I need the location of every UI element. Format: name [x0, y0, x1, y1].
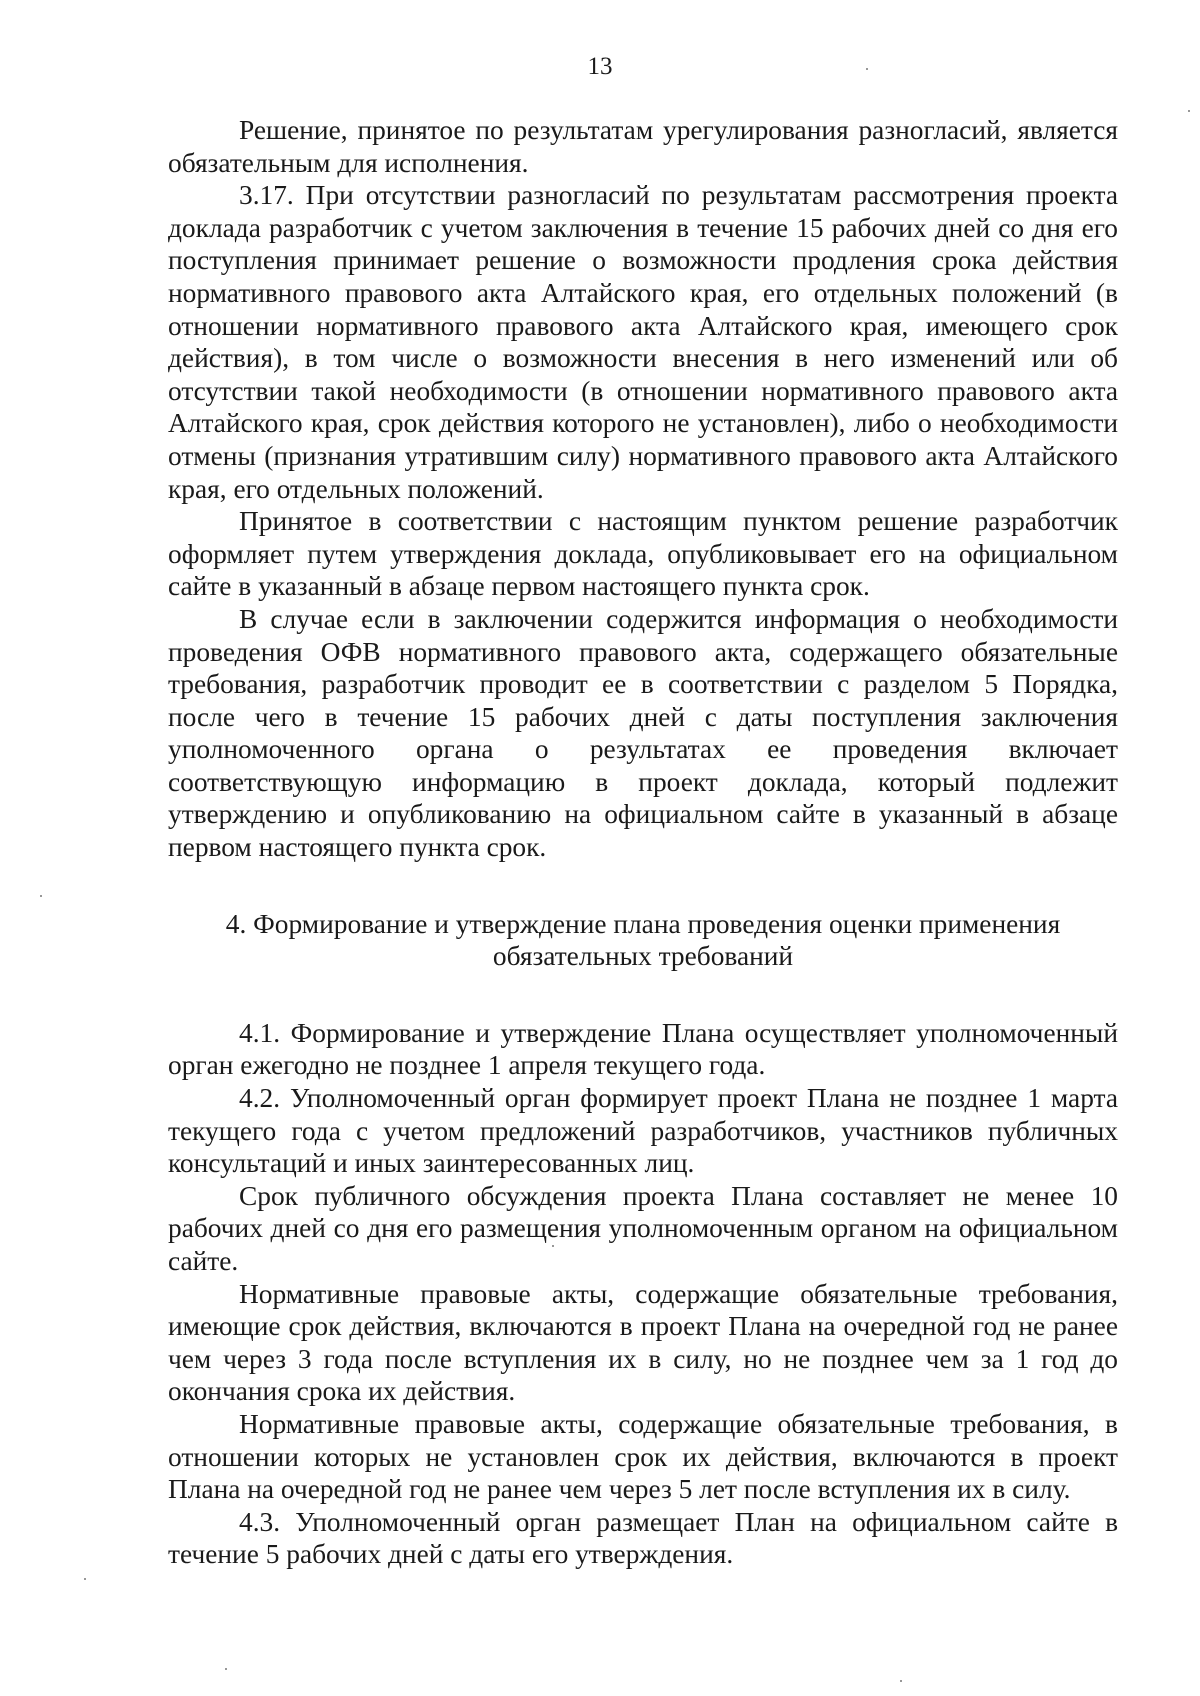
paragraph: Срок публичного обсуждения проекта Плана составляет не менее 10 рабочих дней со дня его размещения уполномоченным органом на официальном сайте. — [168, 1180, 1118, 1276]
scan-speck — [40, 895, 42, 897]
paragraph: Нормативные правовые акты, содержащие обязательные требования, в отношении которых не установлен срок их действия, включаются в проект Плана на очередной год не ранее чем через 5 лет после вступления их в силу. — [168, 1408, 1118, 1505]
paragraph: В случае если в заключении содержится информация о необходимости проведения ОФВ нормативного правового акта, содержащего обязательные требования, разработчик проводит ее в соответствии с разделом 5 Порядка, после чего в течение 15 рабочих дней с даты поступления заключения уполномоченного органа о результатах ее проведения включает соответствующую информацию в проект доклада, который подлежит утверждению и опубликованию на официальном сайте в указанный в абзаце первом настоящего пункта срок. — [168, 603, 1118, 863]
page-number: 13 — [587, 53, 613, 80]
paragraph-4-1: 4.1. Формирование и утверждение Плана осуществляет уполномоченный орган ежегодно не позднее 1 апреля текущего года. — [168, 1017, 1118, 1081]
scan-speck — [84, 1578, 86, 1580]
scan-speck — [900, 1680, 902, 1682]
paragraph: Нормативные правовые акты, содержащие обязательные требования, имеющие срок действия, включаются в проект Плана на очередной год не ранее чем через 3 года после вступления их в силу, но не позднее чем за 1 год до окончания срока их действия. — [168, 1278, 1118, 1407]
scan-speck — [225, 1668, 227, 1670]
document-body — [168, 114, 1118, 1571]
scan-speck — [1188, 110, 1190, 112]
paragraph: Решение, принятое по результатам урегулирования разногласий, является обязательным для исполнения. — [168, 115, 1118, 178]
paragraph: Принятое в соответствии с настоящим пунктом решение разработчик оформляет путем утверждения доклада, опубликовывает его на официальном сайте в указанный в абзаце первом настоящего пункта срок. — [168, 506, 1118, 602]
scan-speck — [552, 1245, 554, 1247]
paragraph-3-17: 3.17. При отсутствии разногласий по результатам рассмотрения проекта доклада разработчик с учетом заключения в течение 15 рабочих дней со дня его поступления принимает решение о возможности продления срока действия нормативного правового акта Алтайского края, его отдельных положений (в отношении нормативного правового акта Алтайского края, имеющего срок действия), в том числе о возможности внесения в него изменений или об отсутствии такой необходимости (в отношении нормативного правового акта Алтайского края, срок действия которого не установлен), либо о необходимости отмены (признания утратившим силу) нормативного правового акта Алтайского края, его отдельных положений. — [168, 180, 1118, 504]
paragraph-4-2: 4.2. Уполномоченный орган формирует проект Плана не позднее 1 марта текущего года с учетом предложений разработчиков, участников публичных консультаций и иных заинтересованных лиц. — [168, 1083, 1118, 1179]
section-heading: 4. Формирование и утверждение плана проведения оценки применения обязательных требований — [225, 908, 1061, 972]
paragraph-4-3: 4.3. Уполномоченный орган размещает План на официальном сайте в течение 5 рабочих дней с даты его утверждения. — [168, 1506, 1118, 1570]
scan-speck — [866, 68, 868, 70]
